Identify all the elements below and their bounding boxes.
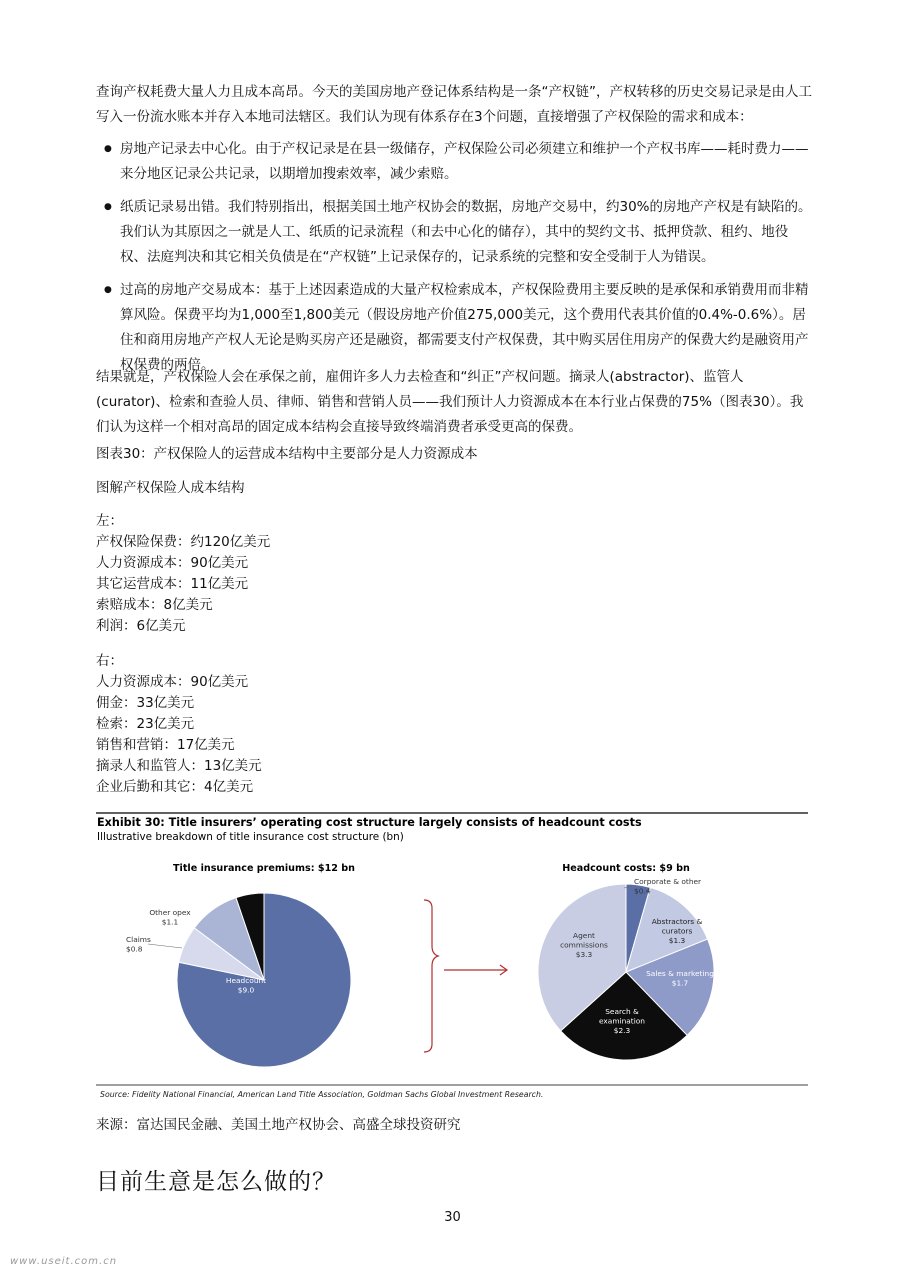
list-item: 人力资源成本：90亿美元 [96, 555, 249, 571]
result-paragraph: 结果就是，产权保险人会在承保之前，雇佣许多人力去检查和“纠正”产权问题。摘录人(abstractor)、监管人(curator)、检索和查验人员、律师、销售和营销人员——我们预计人力资源成本在本行业占保费的75%（图表30）。我们认为这样一个相对高昂的固定成本结构会直接导致终端消费者承受更高的保费。 [96, 369, 804, 435]
claims-leader-line [148, 944, 182, 948]
source-note: 来源：富达国民金融、美国土地产权协会、高盛全球投资研究 [96, 1117, 461, 1133]
list-item: 产权保险保费：约120亿美元 [96, 534, 271, 550]
intro-paragraph: 查询产权耗费大量人力且成本高昂。今天的美国房地产登记体系结构是一条“产权链”，产权转移的历史交易记录是由人工写入一份流水账本并存入本地司法辖区。我们认为现有体系存在3个问题，直接增强了产权保险的需求和成本： [96, 84, 812, 125]
exhibit-chart [96, 812, 808, 1102]
list-item: 摘录人和监管人：13亿美元 [96, 758, 262, 774]
right-list-title: 右： [96, 653, 123, 669]
pie-slice-label: Headcount $9.0 [225, 976, 267, 995]
list-item: 企业后勤和其它：4亿美元 [96, 779, 254, 795]
pie-slice-label: Other opex $1.1 [149, 908, 191, 927]
pie-slice-label: Claims $0.8 [126, 935, 151, 954]
list-item: 佣金：33亿美元 [96, 695, 195, 711]
pie-slice-label: Agent commissions $3.3 [560, 931, 608, 959]
list-item: ● 纸质记录易出错。我们特别指出，根据美国土地产权协会的数据，房地产交易中，约30%的房地产产权是有缺陷的。我们认为其原因之一就是人工、纸质的记录流程（和去中心化的储存），其中的契约文书、抵押贷款、租约、地役权、法庭判决和其它相关负债是在“产权链”上记录保存的，记录系统的完整和安全受制于人为错误。 [96, 195, 812, 270]
list-item: ● 房地产记录去中心化。由于产权记录是在县一级储存，产权保险公司必须建立和维护一个产权书库——耗时费力——来分地区记录公共记录，以期增加搜索效率，减少索赔。 [96, 137, 812, 187]
exhibit-subtitle: Illustrative breakdown of title insurance cost structure (bn) [97, 831, 404, 843]
list-item: 检索：23亿美元 [96, 716, 195, 732]
figure-subcaption: 图解产权保险人成本结构 [96, 480, 245, 496]
list-item: 其它运营成本：11亿美元 [96, 576, 249, 592]
list-item: 索赔成本：8亿美元 [96, 597, 213, 613]
exhibit-source: Source: Fidelity National Financial, American Land Title Association, Goldman Sachs Global Investment Research. [100, 1090, 544, 1099]
exhibit-title: Exhibit 30: Title insurers’ operating cost structure largely consists of headcount costs [97, 816, 642, 829]
pie-title: Title insurance premiums: $12 bn [173, 863, 355, 874]
list-item: 人力资源成本：90亿美元 [96, 674, 249, 690]
premiums-pie-chart [126, 863, 355, 1067]
exhibit-30-figure [96, 812, 808, 1102]
pie-slice-label: Corporate & other $0.4 [634, 877, 702, 896]
page-number: 30 [444, 1210, 461, 1225]
pie-slice-label: Abstractors & curators $1.3 [651, 917, 703, 945]
pie-slice-label: Profit $0.6 [212, 884, 232, 903]
pie-slice-label: Sales & marketing $1.7 [646, 969, 714, 988]
list-item: 利润：6亿美元 [96, 618, 186, 634]
watermark: www.useit.com.cn [10, 1256, 118, 1267]
list-item: ● 过高的房地产交易成本：基于上述因素造成的大量产权检索成本，产权保险费用主要反映的是承保和承销费用而非精算风险。保费平均为1,000至1,800美元（假设房地产价值275,000美元，这个费用代表其价值的0.4%-0.6%）。居住和商用房地产产权人无论是购买房产还是融资，都需要支付产权保费，其中购买居住用房产的保费大约是融资用产权保费的两倍。 [96, 278, 812, 378]
section-heading: 目前生意是怎么做的？ [96, 1169, 336, 1195]
pie-title: Headcount costs: $9 bn [562, 863, 690, 874]
problem-list [96, 137, 812, 378]
bracket-arrow-connector [424, 900, 507, 1052]
headcount-pie-chart [538, 863, 714, 1060]
list-item: 销售和营销：17亿美元 [96, 737, 235, 753]
bracket-shape [424, 900, 438, 1052]
figure-caption: 图表30：产权保险人的运营成本结构中主要部分是人力资源成本 [96, 446, 478, 462]
left-list-title: 左： [96, 513, 123, 529]
pie-slice-label: Search & examination $2.3 [599, 1007, 645, 1035]
